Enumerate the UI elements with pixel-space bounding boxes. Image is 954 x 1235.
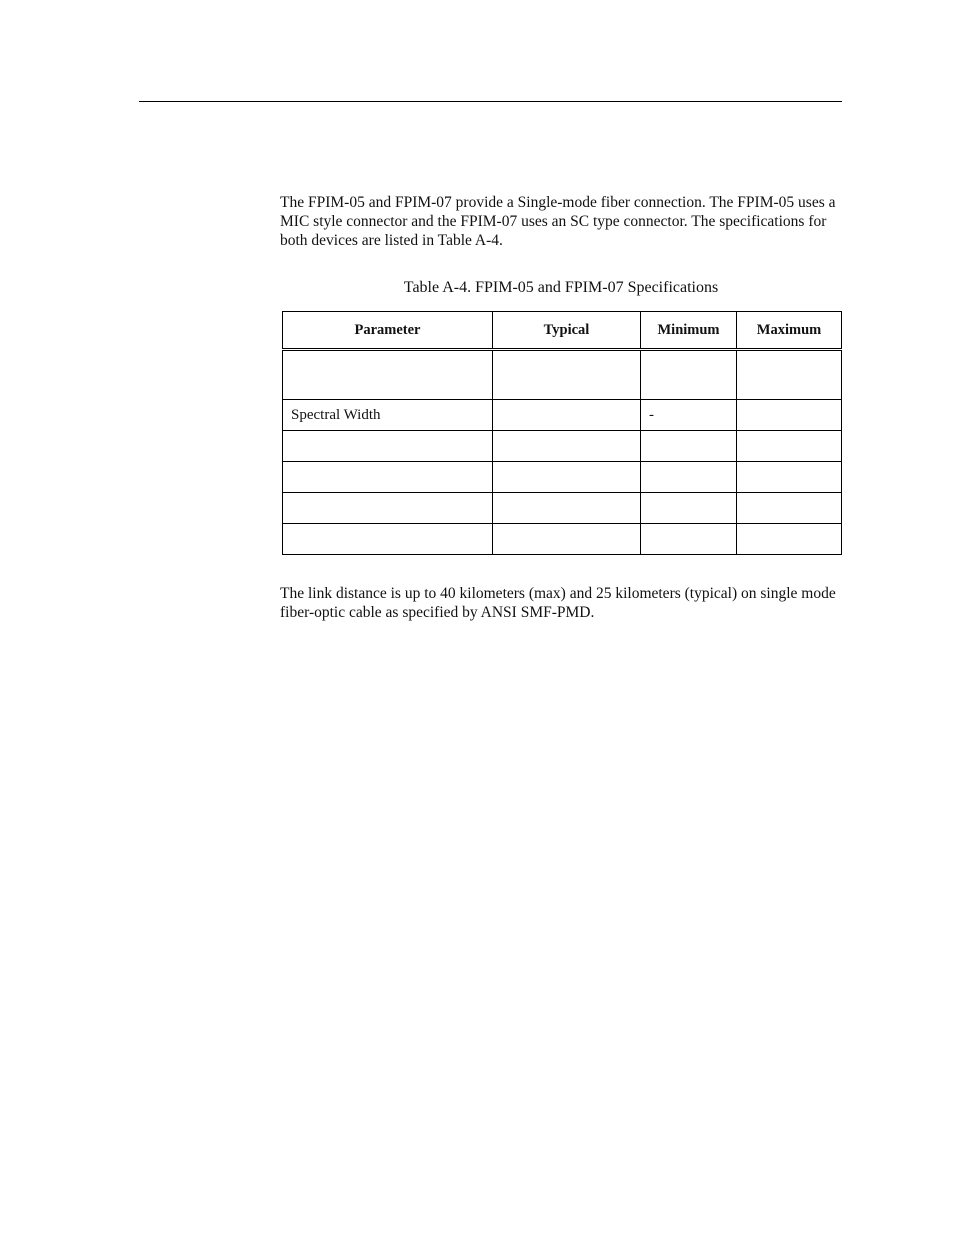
cell-maximum (737, 350, 842, 400)
table-caption: Table A-4. FPIM-05 and FPIM-07 Specifications (403, 279, 719, 296)
cell-maximum (737, 493, 842, 524)
table-row (283, 493, 842, 524)
cell-maximum (737, 524, 842, 555)
cell-typical (493, 493, 641, 524)
cell-minimum (641, 524, 737, 555)
cell-typical (493, 524, 641, 555)
cell-minimum (641, 462, 737, 493)
cell-parameter: Spectral Width (283, 400, 493, 431)
cell-parameter (283, 462, 493, 493)
cell-minimum (641, 431, 737, 462)
header-typical: Typical (493, 312, 641, 350)
table-row (283, 350, 842, 400)
header-maximum: Maximum (737, 312, 842, 350)
table-row (283, 431, 842, 462)
cell-typical (493, 350, 641, 400)
cell-maximum (737, 400, 842, 431)
header-minimum: Minimum (641, 312, 737, 350)
cell-minimum: - (641, 400, 737, 431)
header-rule (139, 101, 842, 102)
cell-minimum (641, 493, 737, 524)
table-row (283, 524, 842, 555)
closing-paragraph: The link distance is up to 40 kilometers (max) and 25 kilometers (typical) on single mode fiber-optic cable as specified by ANSI SMF-PMD. (280, 585, 836, 621)
table-row (283, 400, 842, 431)
table-row (283, 462, 842, 493)
cell-maximum (737, 431, 842, 462)
intro-paragraph: The FPIM-05 and FPIM-07 provide a Single-mode fiber connection. The FPIM-05 uses a MIC style connector and the FPIM-07 uses an SC type connector. The specifications for both devices are listed in Table A-4. (280, 194, 836, 249)
cell-parameter (283, 524, 493, 555)
cell-maximum (737, 462, 842, 493)
specifications-table (282, 311, 842, 555)
cell-typical (493, 400, 641, 431)
cell-parameter (283, 350, 493, 400)
cell-typical (493, 462, 641, 493)
cell-parameter (283, 431, 493, 462)
header-parameter: Parameter (283, 312, 493, 350)
cell-minimum (641, 350, 737, 400)
table-header-row (283, 312, 842, 350)
cell-parameter (283, 493, 493, 524)
cell-typical (493, 431, 641, 462)
